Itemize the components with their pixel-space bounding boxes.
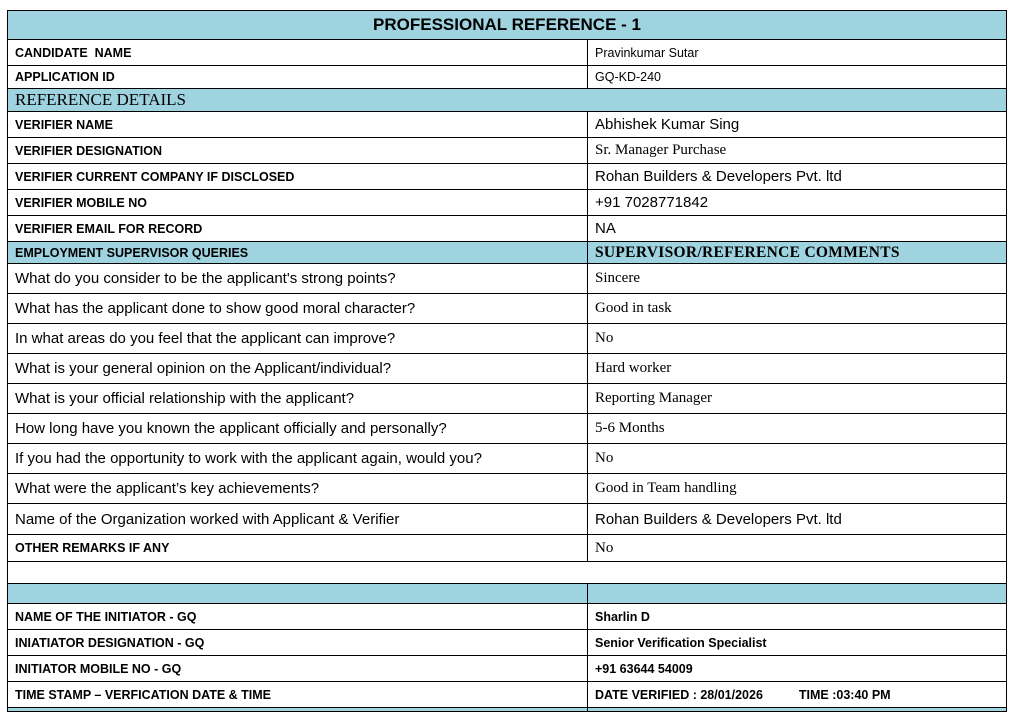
initiator-designation-row (8, 630, 1007, 656)
query-row (8, 354, 1007, 384)
application-id-label: APPLICATION ID (8, 66, 588, 89)
query-answer: Good in Team handling (588, 474, 1007, 504)
remarks-row (8, 535, 1007, 562)
query-question: What has the applicant done to show good moral character? (8, 294, 588, 324)
queries-header-left: EMPLOYMENT SUPERVISOR QUERIES (8, 242, 588, 264)
remarks-label: OTHER REMARKS IF ANY (8, 535, 588, 562)
spacer-row (8, 562, 1007, 584)
initiator-designation-value: Senior Verification Specialist (588, 630, 1007, 656)
query-answer: Reporting Manager (588, 384, 1007, 414)
title-row (8, 11, 1007, 40)
reference-details-header (8, 89, 1007, 112)
verifier-email-row (8, 216, 1007, 242)
application-id-row (8, 66, 1007, 89)
spacer-cell (8, 562, 1007, 584)
query-row (8, 474, 1007, 504)
query-question: In what areas do you feel that the applicant can improve? (8, 324, 588, 354)
initiator-name-value: Sharlin D (588, 604, 1007, 630)
query-answer: Good in task (588, 294, 1007, 324)
query-question: If you had the opportunity to work with the applicant again, would you? (8, 444, 588, 474)
initiator-mobile-row (8, 656, 1007, 682)
query-question: What do you consider to be the applicant's strong points? (8, 264, 588, 294)
query-row (8, 504, 1007, 535)
initiator-header-left (8, 584, 588, 604)
verifier-designation-label: VERIFIER DESIGNATION (8, 138, 588, 164)
initiator-mobile-value: +91 63644 54009 (588, 656, 1007, 682)
verifier-mobile-label: VERIFIER MOBILE NO (8, 190, 588, 216)
time-verified: TIME :03:40 PM (798, 687, 891, 702)
query-answer: 5-6 Months (588, 414, 1007, 444)
application-id-value: GQ-KD-240 (588, 66, 1007, 89)
query-row (8, 294, 1007, 324)
verifier-designation-value: Sr. Manager Purchase (588, 138, 1007, 164)
page-title: PROFESSIONAL REFERENCE - 1 (8, 11, 1007, 40)
candidate-name-value: Pravinkumar Sutar (588, 40, 1007, 66)
initiator-header-row (8, 584, 1007, 604)
verifier-email-value: NA (588, 216, 1007, 242)
query-row (8, 384, 1007, 414)
query-row (8, 264, 1007, 294)
footer-strip-left (8, 708, 588, 712)
verifier-mobile-row (8, 190, 1007, 216)
query-answer: No (588, 324, 1007, 354)
queries-header-row (8, 242, 1007, 264)
timestamp-row (8, 682, 1007, 708)
query-answer: Rohan Builders & Developers Pvt. ltd (588, 504, 1007, 535)
date-verified: DATE VERIFIED : 28/01/2026 (595, 687, 763, 702)
query-question: Name of the Organization worked with Applicant & Verifier (8, 504, 588, 535)
verifier-name-row (8, 112, 1007, 138)
verifier-company-value: Rohan Builders & Developers Pvt. ltd (588, 164, 1007, 190)
footer-strip-right (588, 708, 1007, 712)
query-row (8, 414, 1007, 444)
query-question: How long have you known the applicant officially and personally? (8, 414, 588, 444)
verifier-email-label: VERIFIER EMAIL FOR RECORD (8, 216, 588, 242)
query-answer: Hard worker (588, 354, 1007, 384)
queries-header-right: SUPERVISOR/REFERENCE COMMENTS (588, 242, 1007, 264)
initiator-name-label: NAME OF THE INITIATOR - GQ (8, 604, 588, 630)
reference-table (7, 10, 1007, 712)
timestamp-value (588, 682, 1007, 708)
candidate-name-row (8, 40, 1007, 66)
query-answer: Sincere (588, 264, 1007, 294)
verifier-name-label: VERIFIER NAME (8, 112, 588, 138)
query-question: What is your official relationship with the applicant? (8, 384, 588, 414)
initiator-mobile-label: INITIATOR MOBILE NO - GQ (8, 656, 588, 682)
candidate-name-label: CANDIDATE NAME (8, 40, 588, 66)
timestamp-label: TIME STAMP – VERFICATION DATE & TIME (8, 682, 588, 708)
initiator-designation-label: INIATIATOR DESIGNATION - GQ (8, 630, 588, 656)
reference-details-title: REFERENCE DETAILS (8, 89, 1007, 112)
initiator-header-right (588, 584, 1007, 604)
query-answer: No (588, 444, 1007, 474)
footer-strip (8, 708, 1007, 712)
verifier-name-value: Abhishek Kumar Sing (588, 112, 1007, 138)
verifier-company-label: VERIFIER CURRENT COMPANY IF DISCLOSED (8, 164, 588, 190)
remarks-value: No (588, 535, 1007, 562)
verifier-mobile-value: +91 7028771842 (588, 190, 1007, 216)
query-row (8, 444, 1007, 474)
query-question: What is your general opinion on the Applicant/individual? (8, 354, 588, 384)
query-row (8, 324, 1007, 354)
initiator-name-row (8, 604, 1007, 630)
query-question: What were the applicant’s key achievements? (8, 474, 588, 504)
verifier-designation-row (8, 138, 1007, 164)
verifier-company-row (8, 164, 1007, 190)
